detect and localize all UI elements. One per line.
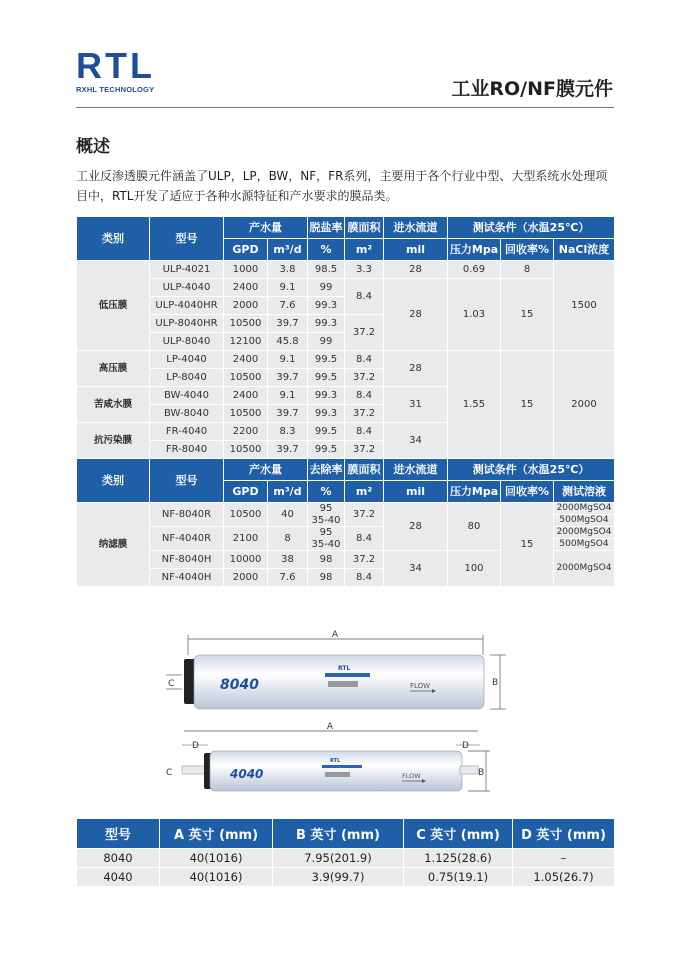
label-b-top: B — [492, 678, 499, 688]
dims-cell: 40(1016) — [160, 849, 273, 868]
label-c-top: C — [168, 679, 175, 689]
nf-col-pct: % — [308, 481, 345, 503]
model-8040: 8040 — [220, 677, 259, 693]
m3d-cell: 9.1 — [268, 387, 308, 405]
nf-col-test: 测试条件（水温25℃） — [448, 459, 615, 481]
membrane-dimension-diagram — [160, 625, 510, 800]
col-pct: % — [308, 239, 345, 261]
header-divider — [76, 107, 614, 108]
m3d-cell: 7.6 — [268, 297, 308, 315]
nf-col-solution: 测试溶液 — [554, 481, 615, 503]
area-cell: 37.2 — [345, 369, 384, 387]
gpd-cell: 10500 — [224, 441, 268, 459]
m3d-cell: 9.1 — [268, 351, 308, 369]
label-c-bottom: C — [166, 768, 173, 778]
rejection-cell: 99.3 — [308, 315, 345, 333]
gpd-cell: 2400 — [224, 351, 268, 369]
rejection-cell: 99.3 — [308, 387, 345, 405]
dims-cell: 7.95(201.9) — [273, 849, 404, 868]
nf-col-flow: 产水量 — [224, 459, 308, 481]
area-cell: 8.4 — [345, 569, 384, 587]
page-title: 工业RO/NF膜元件 — [451, 78, 613, 100]
dims-cell: 1.05(26.7) — [513, 868, 615, 887]
logo-sub: RXHL TECHNOLOGY — [76, 85, 155, 94]
nf-col-gpd: GPD — [224, 481, 268, 503]
gpd-cell: 10500 — [224, 315, 268, 333]
spec-table — [76, 216, 615, 587]
rejection-cell: 99 — [308, 333, 345, 351]
nf-col-m2: m² — [345, 481, 384, 503]
m3d-cell: 39.7 — [268, 405, 308, 423]
pressure-cell: 80 — [448, 503, 501, 551]
nf-col-category: 类别 — [77, 459, 150, 503]
col-m3d: m³/d — [268, 239, 308, 261]
recovery-cell: 8 — [501, 261, 554, 279]
pressure-cell: 1.55 — [448, 351, 501, 459]
mil-cell: 28 — [384, 279, 448, 351]
pressure-cell: 100 — [448, 551, 501, 587]
mil-cell: 34 — [384, 551, 448, 587]
mil-cell: 34 — [384, 423, 448, 459]
nf-col-model: 型号 — [150, 459, 224, 503]
m3d-cell: 8.3 — [268, 423, 308, 441]
dims-cell: 40(1016) — [160, 868, 273, 887]
area-cell: 8.4 — [345, 527, 384, 551]
area-cell: 37.2 — [345, 441, 384, 459]
m3d-cell: 8 — [268, 527, 308, 551]
label-a-top: A — [331, 630, 339, 640]
rejection-cell: 99.5 — [308, 423, 345, 441]
model-cell: ULP-4021 — [150, 261, 224, 279]
solution-cell: 2000MgSO4 — [554, 527, 615, 539]
rejection-cell: 99.5 — [308, 351, 345, 369]
table-row — [77, 279, 615, 297]
model-cell: ULP-4040 — [150, 279, 224, 297]
rejection-cell: 99.5 — [308, 369, 345, 387]
dims-cell: – — [513, 849, 615, 868]
category-ulp: 低压膜 — [77, 261, 150, 351]
nf-col-feed-spacer: 进水流道 — [384, 459, 448, 481]
nacl-cell: 2000 — [554, 351, 615, 459]
gpd-cell: 2100 — [224, 527, 268, 551]
m3d-cell: 39.7 — [268, 441, 308, 459]
model-cell: NF-8040H — [150, 551, 224, 569]
flow-4040: FLOW — [402, 772, 421, 780]
label-a-bottom: A — [326, 722, 334, 732]
gpd-cell: 10500 — [224, 369, 268, 387]
rejection-cell: 98 — [308, 569, 345, 587]
solution-cell: 2000MgSO4 — [554, 503, 615, 515]
model-cell: NF-8040R — [150, 503, 224, 527]
m3d-cell: 45.8 — [268, 333, 308, 351]
rejection-cell: 95 — [308, 503, 345, 515]
intro-paragraph: 工业反渗透膜元件涵盖了ULP，LP，BW，NF，FR系列，主要用于各个行业中型、大型系统水处理项目中，RTL开发了适应于各种水源特征和产水要求的膜品类。 — [76, 169, 608, 203]
rejection-cell: 35-40 — [308, 539, 345, 551]
nf-col-area: 膜面积 — [345, 459, 384, 481]
dims-cell: 1.125(28.6) — [404, 849, 513, 868]
gpd-cell: 10500 — [224, 503, 268, 527]
col-pressure: 压力Mpa — [448, 239, 501, 261]
nf-col-mil: mil — [384, 481, 448, 503]
rejection-cell: 99.3 — [308, 297, 345, 315]
mil-cell: 28 — [384, 351, 448, 387]
model-cell: LP-8040 — [150, 369, 224, 387]
category-lp: 高压膜 — [77, 351, 150, 387]
label-d-right: D — [462, 741, 469, 751]
category-bw: 苦咸水膜 — [77, 387, 150, 423]
col-category: 类别 — [77, 217, 150, 261]
company-logo — [76, 45, 155, 94]
table-row — [77, 849, 615, 868]
dims-col-b: B 英寸 (mm) — [273, 819, 404, 849]
col-area: 膜面积 — [345, 217, 384, 239]
dims-col-a: A 英寸 (mm) — [160, 819, 273, 849]
gpd-cell: 2400 — [224, 387, 268, 405]
area-cell: 37.2 — [345, 405, 384, 423]
model-cell: FR-4040 — [150, 423, 224, 441]
col-mil: mil — [384, 239, 448, 261]
m3d-cell: 39.7 — [268, 315, 308, 333]
m3d-cell: 3.8 — [268, 261, 308, 279]
model-cell: LP-4040 — [150, 351, 224, 369]
brand-4040: RTL — [330, 758, 341, 764]
element-8040 — [166, 630, 506, 709]
gpd-cell: 2400 — [224, 279, 268, 297]
m3d-cell: 39.7 — [268, 369, 308, 387]
gpd-cell: 12100 — [224, 333, 268, 351]
m3d-cell: 38 — [268, 551, 308, 569]
gpd-cell: 10500 — [224, 405, 268, 423]
dims-col-d: D 英寸 (mm) — [513, 819, 615, 849]
model-cell: ULP-8040HR — [150, 315, 224, 333]
dims-col-model: 型号 — [77, 819, 160, 849]
col-flow: 产水量 — [224, 217, 308, 239]
recovery-cell: 15 — [501, 351, 554, 459]
recovery-cell: 15 — [501, 279, 554, 351]
col-rejection: 脱盐率 — [308, 217, 345, 239]
solution-cell: 500MgSO4 — [554, 515, 615, 527]
brand-8040: RTL — [338, 665, 351, 672]
rejection-cell: 98 — [308, 551, 345, 569]
rejection-cell: 99.3 — [308, 405, 345, 423]
label-d-left: D — [192, 741, 199, 751]
model-cell: ULP-4040HR — [150, 297, 224, 315]
category-fr: 抗污染膜 — [77, 423, 150, 459]
dims-cell: 3.9(99.7) — [273, 868, 404, 887]
m3d-cell: 40 — [268, 503, 308, 527]
mil-cell: 31 — [384, 387, 448, 423]
m3d-cell: 7.6 — [268, 569, 308, 587]
col-model: 型号 — [150, 217, 224, 261]
table-row — [77, 868, 615, 887]
recovery-cell: 15 — [501, 503, 554, 587]
flow-8040: FLOW — [410, 682, 431, 690]
nf-col-recovery: 回收率% — [501, 481, 554, 503]
logo-main: RTL — [76, 45, 155, 86]
rejection-cell: 99.5 — [308, 441, 345, 459]
pressure-cell: 0.69 — [448, 261, 501, 279]
m3d-cell: 9.1 — [268, 279, 308, 297]
col-test: 测试条件（水温25℃） — [448, 217, 615, 239]
area-cell: 8.4 — [345, 351, 384, 369]
table-row — [77, 503, 615, 515]
model-cell: BW-4040 — [150, 387, 224, 405]
model-cell: NF-4040H — [150, 569, 224, 587]
col-recovery: 回收率% — [501, 239, 554, 261]
model-cell: FR-8040 — [150, 441, 224, 459]
nf-col-removal: 去除率 — [308, 459, 345, 481]
col-gpd: GPD — [224, 239, 268, 261]
nf-col-pressure: 压力Mpa — [448, 481, 501, 503]
area-cell: 8.4 — [345, 387, 384, 405]
col-nacl: NaCl浓度 — [554, 239, 615, 261]
col-m2: m² — [345, 239, 384, 261]
mil-cell: 28 — [384, 503, 448, 551]
mil-cell: 28 — [384, 261, 448, 279]
gpd-cell: 10000 — [224, 551, 268, 569]
gpd-cell: 1000 — [224, 261, 268, 279]
dims-cell: 8040 — [77, 849, 160, 868]
model-cell: BW-8040 — [150, 405, 224, 423]
model-cell: ULP-8040 — [150, 333, 224, 351]
category-nf: 纳滤膜 — [77, 503, 150, 587]
solution-cell: 500MgSO4 — [554, 539, 615, 551]
dimensions-table — [76, 818, 615, 887]
rejection-cell: 98.5 — [308, 261, 345, 279]
gpd-cell: 2000 — [224, 297, 268, 315]
area-cell: 3.3 — [345, 261, 384, 279]
model-4040: 4040 — [230, 767, 264, 781]
pressure-cell: 1.03 — [448, 279, 501, 351]
label-b-bottom: B — [478, 768, 485, 778]
rejection-cell: 95 — [308, 527, 345, 539]
table-row — [77, 261, 615, 279]
table-row — [77, 351, 615, 369]
area-cell: 37.2 — [345, 503, 384, 527]
element-4040 — [166, 722, 490, 791]
area-cell: 8.4 — [345, 279, 384, 315]
nf-col-m3d: m³/d — [268, 481, 308, 503]
rejection-cell: 99 — [308, 279, 345, 297]
dims-col-c: C 英寸 (mm) — [404, 819, 513, 849]
area-cell: 37.2 — [345, 551, 384, 569]
col-feed-spacer: 进水流道 — [384, 217, 448, 239]
gpd-cell: 2000 — [224, 569, 268, 587]
area-cell: 37.2 — [345, 315, 384, 351]
nacl-cell: 1500 — [554, 261, 615, 351]
dims-cell: 4040 — [77, 868, 160, 887]
solution-cell: 2000MgSO4 — [554, 551, 615, 587]
gpd-cell: 2200 — [224, 423, 268, 441]
area-cell: 8.4 — [345, 423, 384, 441]
section-title: 概述 — [76, 137, 110, 157]
rejection-cell: 35-40 — [308, 515, 345, 527]
model-cell: NF-4040R — [150, 527, 224, 551]
dims-cell: 0.75(19.1) — [404, 868, 513, 887]
